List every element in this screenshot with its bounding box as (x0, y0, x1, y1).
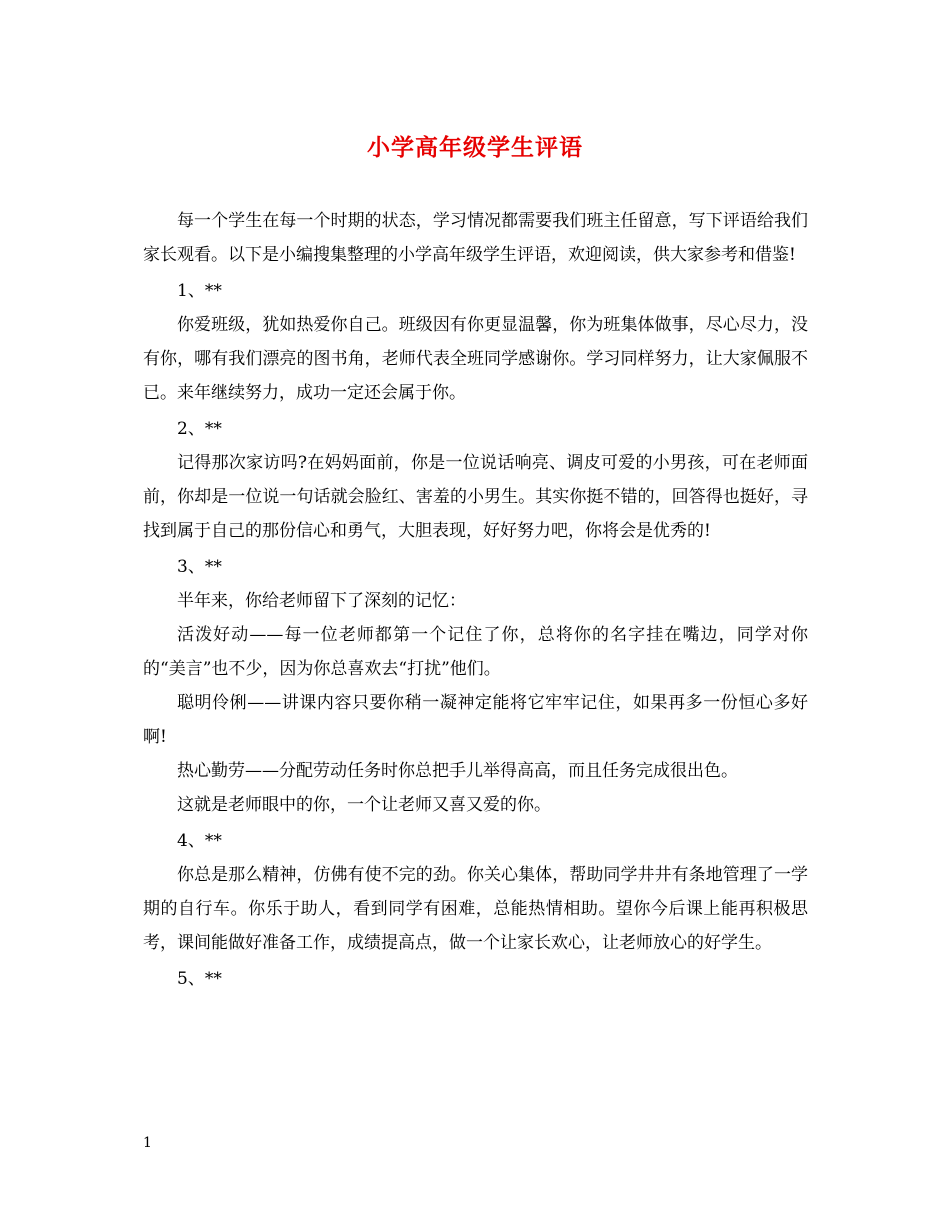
page-number: 1 (143, 1135, 152, 1151)
comment-paragraph-1: 你爱班级，犹如热爱你自己。班级因有你更显温馨，你为班集体做事，尽心尽力，没有你，哪有我们漂亮的图书角，老师代表全班同学感谢你。学习同样努力，让大家佩服不已。来年继续努力，成功一定还会属于你。 (143, 315, 808, 403)
comment-paragraph-3-lively: 活泼好动——每一位老师都第一个记住了你，总将你的名字挂在嘴边，同学对你的“美言”也不少，因为你总喜欢去“打扰”他们。 (143, 625, 808, 679)
section-heading-3: 3、** (177, 557, 222, 577)
document-body (143, 204, 808, 996)
intro-paragraph: 每一个学生在每一个时期的状态，学习情况都需要我们班主任留意，写下评语给我们家长观看。以下是小编搜集整理的小学高年级学生评语，欢迎阅读，供大家参考和借鉴! (143, 211, 808, 265)
document-title: 小学高年级学生评语 (367, 134, 583, 161)
comment-paragraph-3-smart: 聪明伶俐——讲课内容只要你稍一凝神定能将它牢牢记住，如果再多一份恒心多好啊! (143, 693, 808, 747)
section-heading-5: 5、** (177, 969, 222, 989)
comment-paragraph-3-summary: 这就是老师眼中的你，一个让老师又喜又爱的你。 (177, 795, 551, 815)
comment-paragraph-3-diligent: 热心勤劳——分配劳动任务时你总把手儿举得高高，而且任务完成很出色。 (177, 761, 738, 781)
section-heading-2: 2、** (177, 419, 222, 439)
section-heading-1: 1、** (177, 281, 222, 301)
comment-paragraph-4: 你总是那么精神，仿佛有使不完的劲。你关心集体，帮助同学井井有条地管理了一学期的自行车。你乐于助人，看到同学有困难，总能热情相助。望你今后课上能再积极思考，课间能做好准备工作，成绩提高点，做一个让家长欢心，让老师放心的好学生。 (143, 865, 808, 953)
comment-paragraph-3-intro: 半年来，你给老师留下了深刻的记忆： (177, 591, 466, 611)
section-heading-4: 4、** (177, 831, 222, 851)
comment-paragraph-2: 记得那次家访吗?在妈妈面前，你是一位说话响亮、调皮可爱的小男孩，可在老师面前，你却是一位说一句话就会脸红、害羞的小男生。其实你挺不错的，回答得也挺好，寻找到属于自己的那份信心和勇气，大胆表现，好好努力吧，你将会是优秀的! (143, 453, 808, 541)
